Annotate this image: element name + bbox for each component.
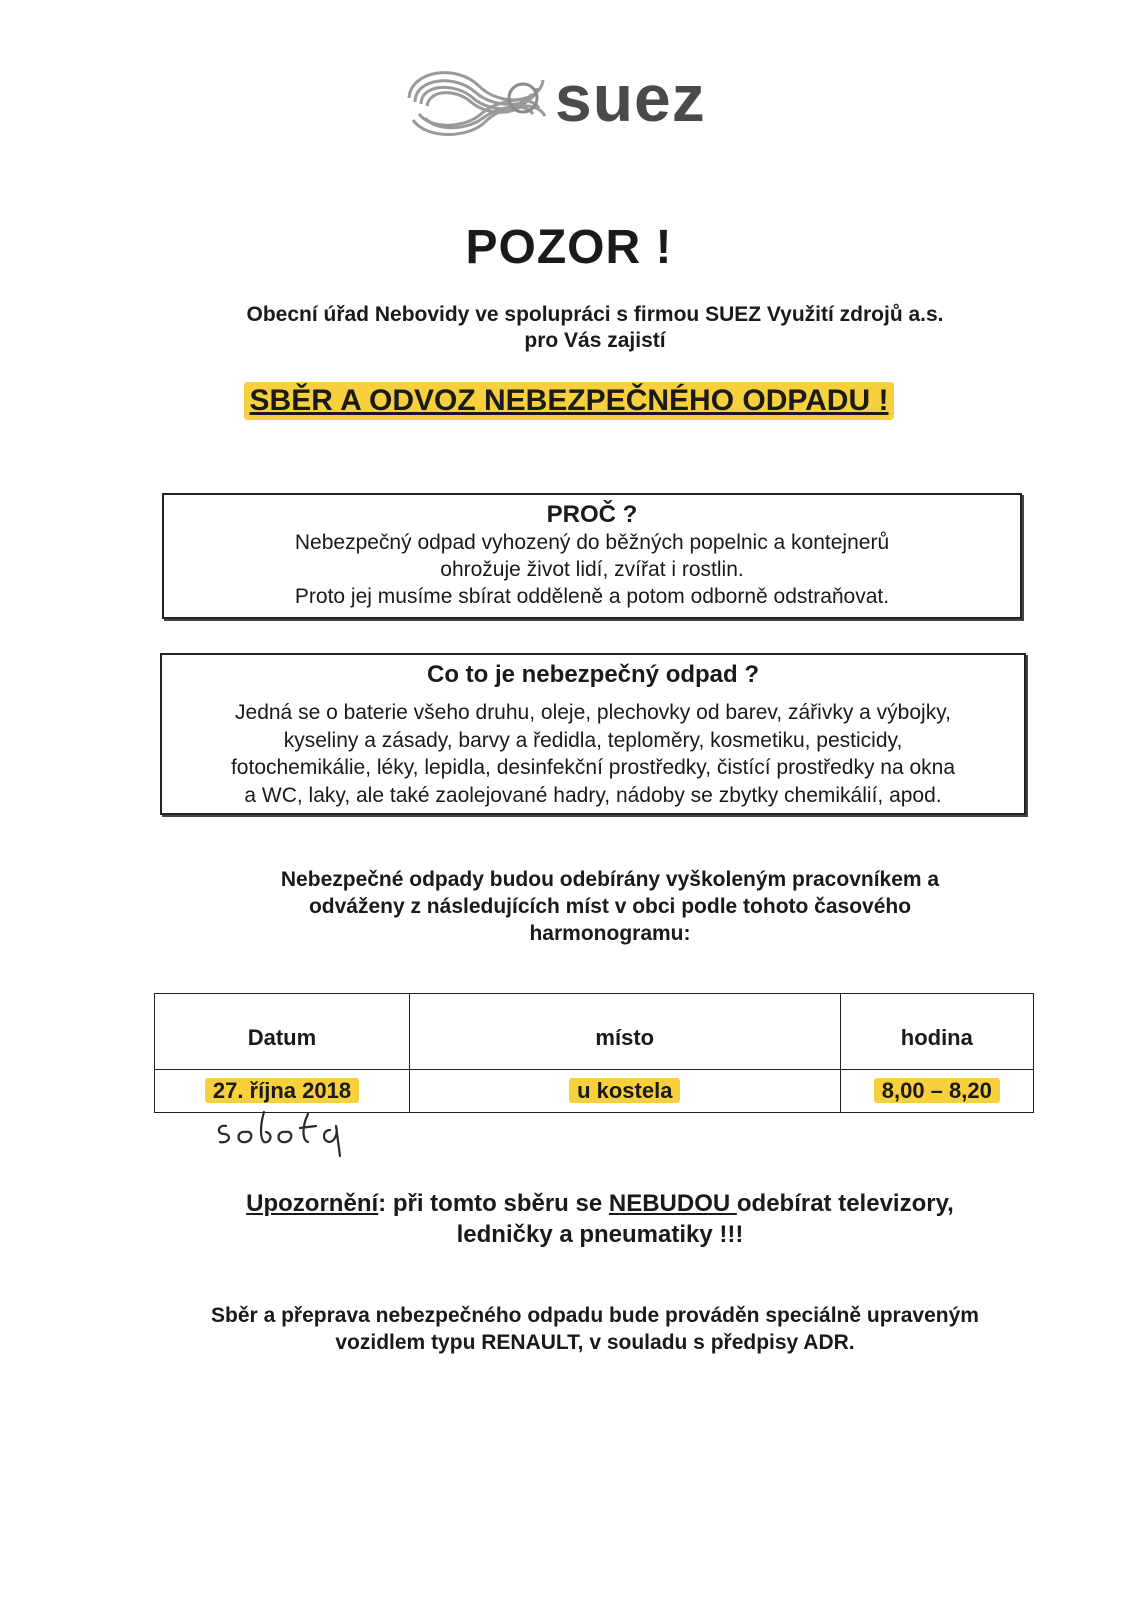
time-value: 8,00 – 8,20	[874, 1078, 1000, 1103]
schedule-table	[154, 993, 1034, 1113]
what-heading: Co to je nebezpečný odpad ?	[426, 661, 760, 688]
warning-notice	[120, 1188, 1080, 1250]
cell-time	[840, 1070, 1033, 1113]
what-line: fotochemikálie, léky, lepidla, desinfekční prostředky, čistící prostředky na okna	[230, 756, 956, 779]
handwritten-note-signature	[212, 1104, 372, 1164]
schedule-intro	[200, 866, 1020, 947]
headline-container	[0, 382, 1138, 420]
what-body	[162, 699, 1024, 809]
why-body	[164, 529, 1020, 610]
suez-logo	[405, 58, 765, 140]
what-line: Jedná se o baterie všeho druhu, oleje, plechovky od barev, zářivky a výbojky,	[235, 701, 951, 724]
table-header-row	[155, 994, 1034, 1070]
headline: SBĚR A ODVOZ NEBEZPEČNÉHO ODPADU !	[244, 382, 895, 420]
what-box	[160, 653, 1026, 815]
schedule-intro-line: Nebezpečné odpady budou odebírány vyškoleným pracovníkem a	[280, 868, 940, 891]
footer-note	[130, 1302, 1060, 1356]
warning-line: ledničky a pneumatiky !!!	[456, 1221, 744, 1248]
header-place: místo	[409, 994, 840, 1070]
what-line: a WC, laky, ale také zaolejované hadry, nádoby se zbytky chemikálií, apod.	[244, 783, 942, 807]
warning-colon: :	[378, 1190, 387, 1217]
footer-line: vozidlem typu RENAULT, v souladu s předpisy ADR.	[335, 1331, 855, 1354]
cell-place	[409, 1070, 840, 1113]
warning-text: při tomto sběru se	[386, 1190, 609, 1217]
why-line: Nebezpečný odpad vyhozený do běžných popelnic a kontejnerů	[294, 531, 890, 554]
why-heading: PROČ ?	[546, 501, 638, 528]
why-box	[162, 493, 1022, 619]
warning-emphasis: NEBUDOU	[608, 1190, 737, 1217]
intro-line: pro Vás zajistí	[524, 329, 666, 352]
what-line: kyseliny a zásady, barvy a ředidla, teploměry, kosmetiku, pesticidy,	[283, 728, 903, 752]
why-line: Proto jej musíme sbírat odděleně a potom odborně odstraňovat.	[294, 585, 890, 608]
suez-swirl-logo-icon	[405, 58, 550, 140]
footer-line: Sběr a přeprava nebezpečného odpadu bude prováděn speciálně upraveným	[211, 1304, 979, 1327]
schedule-intro-line: harmonogramu:	[529, 922, 691, 945]
logo-wordmark: suez	[555, 61, 706, 135]
header-time: hodina	[840, 994, 1033, 1070]
page-title: POZOR !	[465, 221, 673, 274]
warning-label: Upozornění	[246, 1190, 379, 1217]
place-value: u kostela	[569, 1078, 680, 1103]
intro-line: Obecní úřad Nebovidy ve spolupráci s firmou SUEZ Využití zdrojů a.s.	[246, 303, 944, 326]
schedule-intro-line: odváženy z následujících míst v obci podle tohoto časového	[308, 895, 912, 918]
header-date: Datum	[155, 994, 410, 1070]
why-line: ohrožuje život lidí, zvířat i rostlin.	[440, 558, 744, 581]
date-value: 27. října 2018	[205, 1078, 359, 1103]
intro-text	[100, 302, 1090, 354]
warning-text: odebírat televizory,	[736, 1190, 954, 1217]
warning-line	[120, 1188, 1080, 1219]
